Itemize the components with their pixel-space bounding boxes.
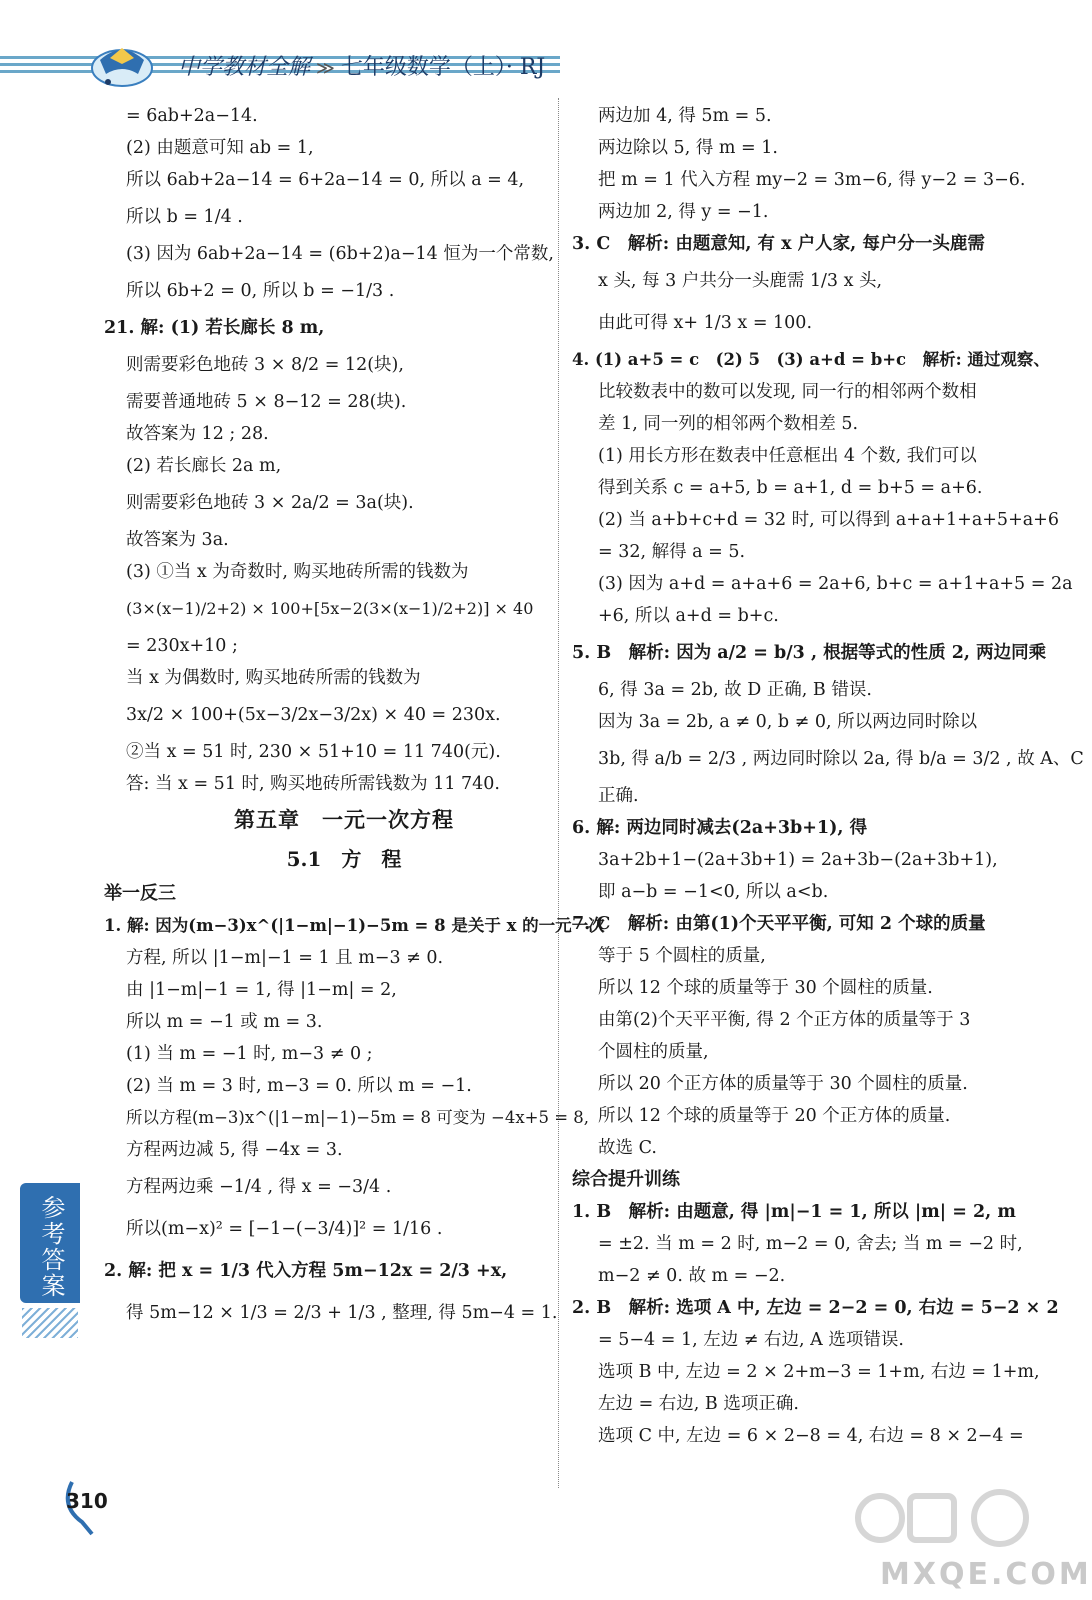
column-divider xyxy=(558,98,559,1488)
text-line: 由第(2)个天平平衡, 得 2 个正方体的质量等于 3 xyxy=(598,1010,971,1030)
text-line: = ±2. 当 m = 2 时, m−2 = 0, 舍去; 当 m = −2 时, xyxy=(598,1234,1023,1254)
text-line: 当 x 为偶数时, 购买地砖所需的钱数为 xyxy=(126,668,421,688)
subsection-heading: 综合提升训练 xyxy=(572,1169,680,1190)
text-line: = 230x+10 ; xyxy=(126,636,238,656)
chapter-title: 第五章 一元一次方程 xyxy=(234,807,454,832)
page-header xyxy=(0,0,1064,95)
text-line: 左边 = 右边, B 选项正确. xyxy=(598,1394,799,1414)
text-line: (3) ①当 x 为奇数时, 购买地砖所需的钱数为 xyxy=(126,562,469,582)
text-line: 两边加 4, 得 5m = 5. xyxy=(598,106,772,126)
text-line: (3) 因为 a+d = a+a+6 = 2a+6, b+c = a+1+a+5 = 2a xyxy=(598,574,1073,594)
text-line: 故答案为 12 ; 28. xyxy=(126,424,269,444)
text-line: 6, 得 3a = 2b, 故 D 正确, B 错误. xyxy=(598,680,872,700)
book-logo-icon xyxy=(86,34,158,90)
answer-key-tab xyxy=(20,1183,80,1303)
page-number: 310 xyxy=(66,1489,108,1513)
right-column xyxy=(572,100,1084,1452)
text-line: (2) 由题意可知 ab = 1, xyxy=(126,138,314,158)
text-line: 方程, 所以 |1−m|−1 = 1 且 m−3 ≠ 0. xyxy=(126,948,444,968)
text-line: 个圆柱的质量, xyxy=(598,1042,709,1062)
watermark-url: MXQE.COM xyxy=(880,1557,1092,1592)
text-line: (1) 当 m = −1 时, m−3 ≠ 0 ; xyxy=(126,1044,373,1064)
text-line: 3a+2b+1−(2a+3b+1) = 2a+3b−(2a+3b+1), xyxy=(598,850,998,870)
question-6-heading: 6. 解: 两边同时减去(2a+3b+1), 得 xyxy=(572,818,868,838)
text-line: 比较数表中的数可以发现, 同一行的相邻两个数相 xyxy=(598,382,977,402)
text-line: 正确. xyxy=(598,786,639,806)
text-line: 选项 B 中, 左边 = 2 × 2+m−3 = 1+m, 右边 = 1+m, xyxy=(598,1362,1040,1382)
text-line: 所以 20 个正方体的质量等于 30 个圆柱的质量. xyxy=(598,1074,968,1094)
text-line: 差 1, 同一列的相邻两个数相差 5. xyxy=(598,414,859,434)
question-5-heading: 5. B 解析: 因为 a/2 = b/3 , 根据等式的性质 2, 两边同乘 xyxy=(572,643,1047,663)
text-line: 由此可得 x+ 1/3 x = 100. xyxy=(598,313,813,333)
question-4-heading: 4. (1) a+5 = c (2) 5 (3) a+d = b+c 解析: 通过观察、 xyxy=(572,350,1050,369)
text-line: (2) 若长廊长 2a m, xyxy=(126,456,282,476)
text-line: 则需要彩色地砖 3 × 8/2 = 12(块), xyxy=(126,355,404,375)
text-line: 两边加 2, 得 y = −1. xyxy=(598,202,769,222)
question-21-heading: 21. 解: (1) 若长廊长 8 m, xyxy=(104,318,325,338)
text-line: ②当 x = 51 时, 230 × 51+10 = 11 740(元). xyxy=(126,742,501,762)
book-title: 中学教材全解 xyxy=(178,55,311,80)
text-line: +6, 所以 a+d = b+c. xyxy=(598,606,779,626)
text-line: (2) 当 m = 3 时, m−3 = 0. 所以 m = −1. xyxy=(126,1076,472,1096)
practice-1-heading: 1. B 解析: 由题意, 得 |m|−1 = 1, 所以 |m| = 2, m xyxy=(572,1202,1016,1222)
text-line: 得 5m−12 × 1/3 = 2/3 + 1/3 , 整理, 得 5m−4 = 1. xyxy=(126,1303,558,1323)
text-line: = 32, 解得 a = 5. xyxy=(598,542,746,562)
text-line: 方程两边减 5, 得 −4x = 3. xyxy=(126,1140,343,1160)
text-line: m−2 ≠ 0. 故 m = −2. xyxy=(598,1266,786,1286)
text-line: 所以 12 个球的质量等于 30 个圆柱的质量. xyxy=(598,978,933,998)
text-line: = 5−4 = 1, 左边 ≠ 右边, A 选项错误. xyxy=(598,1330,904,1350)
text-line: (2) 当 a+b+c+d = 32 时, 可以得到 a+a+1+a+5+a+6 xyxy=(598,510,1059,530)
text-line: (3) 因为 6ab+2a−14 = (6b+2)a−14 恒为一个常数, xyxy=(126,244,554,264)
header-separator: ≫ xyxy=(316,58,335,79)
text-line: x 头, 每 3 户共分一头鹿需 1/3 x 头, xyxy=(598,271,883,291)
text-line: 得到关系 c = a+5, b = a+1, d = b+5 = a+6. xyxy=(598,478,983,498)
text-line: 等于 5 个圆柱的质量, xyxy=(598,946,766,966)
subsection-heading: 举一反三 xyxy=(104,883,176,904)
text-line: 所以 6ab+2a−14 = 6+2a−14 = 0, 所以 a = 4, xyxy=(126,170,525,190)
text-line: 3b, 得 a/b = 2/3 , 两边同时除以 2a, 得 b/a = 3/2 , 故 A、C xyxy=(598,749,1084,769)
header-title xyxy=(178,50,545,81)
section-title: 5.1 方 程 xyxy=(286,847,402,871)
formula-line: 所以(m−x)² = [−1−(−3/4)]² = 1/16 . xyxy=(126,1219,443,1239)
text-line: 由 |1−m|−1 = 1, 得 |1−m| = 2, xyxy=(126,980,397,1000)
text-line: 方程两边乘 −1/4 , 得 x = −3/4 . xyxy=(126,1177,392,1197)
formula-line: (3×(x−1)/2+2) × 100+[5x−2(3×(x−1)/2+2)] × 40 xyxy=(126,599,534,618)
text-line: = 6ab+2a−14. xyxy=(126,106,258,126)
text-line: 所以 b = 1/4 . xyxy=(126,207,243,227)
left-column xyxy=(104,100,605,1334)
text-line: (1) 用长方形在数表中任意框出 4 个数, 我们可以 xyxy=(598,446,977,466)
text-line: 故选 C. xyxy=(598,1138,657,1158)
question-2-heading: 2. 解: 把 x = 1/3 代入方程 5m−12x = 2/3 +x, xyxy=(104,1261,508,1281)
text-line: 两边除以 5, 得 m = 1. xyxy=(598,138,778,158)
text-line: 即 a−b = −1<0, 所以 a<b. xyxy=(598,882,829,902)
question-1-heading: 1. 解: 因为(m−3)x^(|1−m|−1)−5m = 8 是关于 x 的一元一次 xyxy=(104,916,605,935)
text-line: 需要普通地砖 5 × 8−12 = 28(块). xyxy=(126,392,407,412)
text-line: 答: 当 x = 51 时, 购买地砖所需钱数为 11 740. xyxy=(126,774,500,794)
question-7-heading: 7. C 解析: 由第(1)个天平平衡, 可知 2 个球的质量 xyxy=(572,914,986,934)
text-line: 所以方程(m−3)x^(|1−m|−1)−5m = 8 可变为 −4x+5 = 8, xyxy=(126,1108,590,1127)
text-line: 选项 C 中, 左边 = 6 × 2−8 = 4, 右边 = 8 × 2−4 = xyxy=(598,1426,1024,1446)
text-line: 把 m = 1 代入方程 my−2 = 3m−6, 得 y−2 = 3−6. xyxy=(598,170,1026,190)
question-3-heading: 3. C 解析: 由题意知, 有 x 户人家, 每户分一头鹿需 xyxy=(572,234,985,254)
side-tab-hatch xyxy=(22,1308,78,1338)
text-line: 所以 m = −1 或 m = 3. xyxy=(126,1012,323,1032)
book-subtitle: 七年级数学（上）· RJ xyxy=(340,55,546,80)
text-line: 因为 3a = 2b, a ≠ 0, b ≠ 0, 所以两边同时除以 xyxy=(598,712,978,732)
formula-line: 3x/2 × 100+(5x−3/2x−3/2x) × 40 = 230x. xyxy=(126,705,501,725)
text-line: 所以 12 个球的质量等于 20 个正方体的质量. xyxy=(598,1106,951,1126)
practice-2-heading: 2. B 解析: 选项 A 中, 左边 = 2−2 = 0, 右边 = 5−2 × 2 xyxy=(572,1298,1059,1318)
text-line: 所以 6b+2 = 0, 所以 b = −1/3 . xyxy=(126,281,395,301)
text-line: 故答案为 3a. xyxy=(126,530,229,550)
side-tab-label: 参考答案 xyxy=(37,1195,65,1299)
text-line: 则需要彩色地砖 3 × 2a/2 = 3a(块). xyxy=(126,493,414,513)
